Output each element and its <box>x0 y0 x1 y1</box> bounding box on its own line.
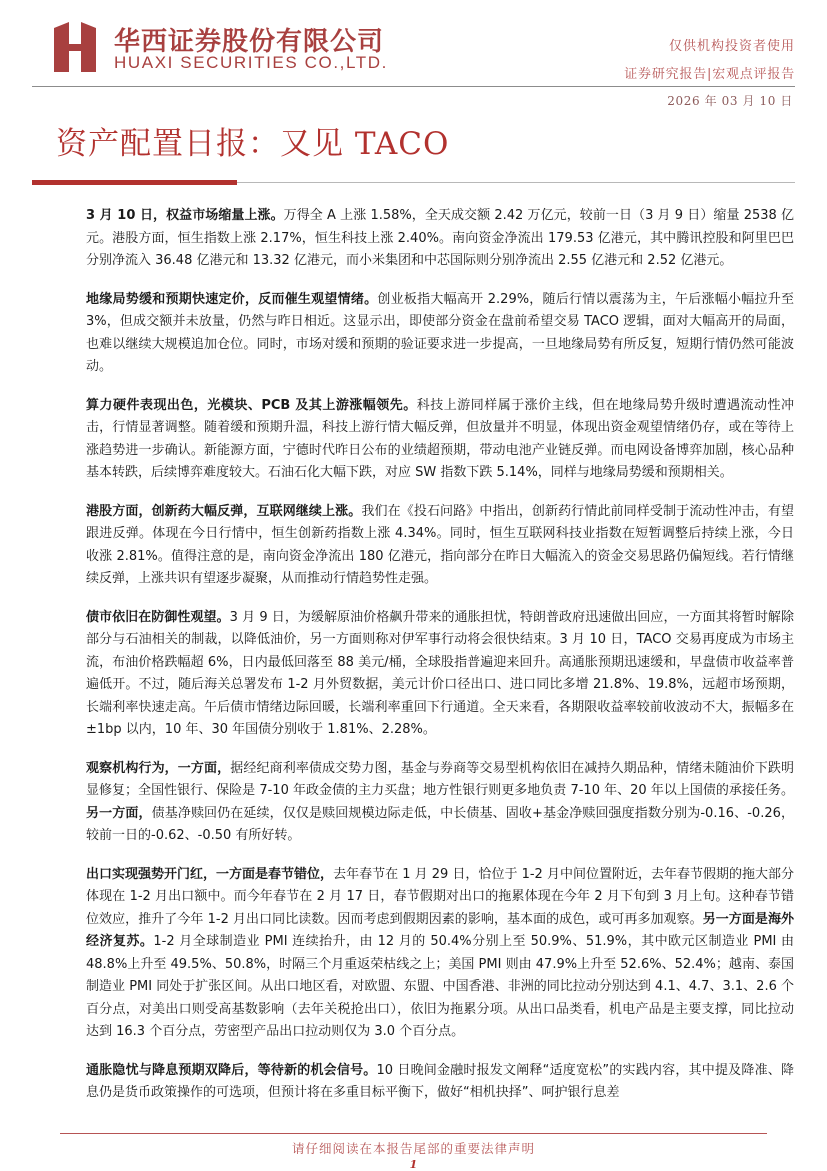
audience-notice: 仅供机构投资者使用 <box>668 39 795 54</box>
paragraph-geopolitics <box>86 289 794 379</box>
paragraph-lead: 债市依旧在防御性观望。 <box>86 609 230 625</box>
paragraph-text: 去年春节在 1 月 29 日，恰位于 1-2 月中间位置附近，去年春节假期的拖大部分体现在 1-2 月出口额中。而今年春节在 2 月 17 日，春节假期对出口的拖累体现在今年 2 月下旬到 3 月上旬。这种春节错位效应，推升了今年 1-2 月出口同比读数。因而考虑到假期因素的影响，基本面的成色，或可再多加观察。 <box>86 866 794 927</box>
paragraph-text: 创业板指大幅高开 2.29%，随后行情以震荡为主，午后涨幅小幅拉升至 3%，但成交额并未放量，仍然与昨日相近。这显示出，即使部分资金在盘前希望交易 TACO 逻辑，面对大幅高开的局面，也难以继续大规模追加仓位。同时，市场对缓和预期的验证要求进一步提高，一旦地缘局势有所反复，短期行情仍然可能波动。 <box>86 291 794 374</box>
paragraph-text-secondary: 债基净赎回仍在延续，仅仅是赎回规模边际走低，中长债基、固收+基金净赎回强度指数分别为-0.16、-0.26，较前一日的-0.62、-0.50 有所好转。 <box>86 805 794 843</box>
company-name-cn: 华西证券股份有限公司 <box>114 27 385 57</box>
paragraph-text-secondary: 1-2 月全球制造业 PMI 连续抬升，由 12 月的 50.4%分别上至 50.9%、51.9%，其中欧元区制造业 PMI 由 48.8%上升至 49.5%、50.8%，时隔三个月重返荣枯线之上；美国 PMI 则由 47.9%上升至 52.6%、52.4%；越南、泰国制造业 PMI 同处于扩张区间。从出口地区看，对欧盟、东盟、中国香港、非洲的同比拉动分别达到 4.1、4.7、3.1、2.6 个百分点，对美出口则受高基数影响（去年关税抢出口），依旧为拖累分项。从出口品类看，机电产品是主要支撑，同比拉动达到 16.3 个百分点，劳密型产品出口拉动则仅为 3.0 个百分点。 <box>86 934 794 1039</box>
paragraph-bond-market <box>86 607 794 742</box>
paragraph-text: 我们在《投石问路》中指出，创新药行情此前同样受制于流动性冲击，有望跟进反弹。体现在今日行情中，恒生创新药指数上涨 4.34%。同时，恒生互联网科技业指数在短暂调整后持续上涨，今日收涨 2.81%。值得注意的是，南向资金净流出 180 亿港元，指向部分在昨日大幅流入的资金交易思路仍偏短线。若行情继续反弹，上涨共识有望逐步凝聚，从而推动行情趋势性走强。 <box>86 503 794 586</box>
paragraph-text: 万得全 A 上涨 1.58%，全天成交额 2.42 万亿元，较前一日（3 月 9 日）缩量 2538 亿元。港股方面，恒生指数上涨 2.17%，恒生科技上涨 2.40%。南向资金净流出 179.53 亿港元，其中腾讯控股和阿里巴巴分别净流入 36.48 亿港元和 13.32 亿港元，而小米集团和中芯国际则分别净流出 2.55 亿港元和 2.52 亿港元。 <box>86 208 794 268</box>
page-number: 1 <box>409 1158 418 1171</box>
paragraph-equity-market <box>86 205 794 273</box>
paragraph-exports <box>86 864 794 1044</box>
header-divider <box>32 86 795 87</box>
report-title: 资产配置日报：又见 TACO <box>56 126 450 162</box>
footer-divider <box>60 1133 767 1134</box>
paragraph-lead: 3 月 10 日，权益市场缩量上涨。 <box>86 208 284 223</box>
legal-disclaimer: 请仔细阅读在本报告尾部的重要法律声明 <box>291 1141 535 1156</box>
paragraph-lead: 港股方面，创新药大幅反弹，互联网继续上涨。 <box>86 503 362 519</box>
paragraph-text: 3 月 9 日，为缓解原油价格飙升带来的通胀担忧，特朗普政府迅速做出回应，一方面其将暂时解除部分与石油相关的制裁，以降低油价，另一方面则称对伊军事行动将会很快结束。3 月 10 日，TACO 交易再度成为市场主流，布油价格跌幅超 6%，日内最低回落至 88 美元/桶，全球股指普遍迎来回升。高通胀预期迅速缓和，早盘债市收益率普遍低开。不过，随后海关总署发布 1-2 月外贸数据，美元计价口径出口、进口同比多增 21.8%、19.8%，远超市场预期，长端利率快速走高。午后债市情绪边际回暖，长端利率重回下行通道。全天来看，各期限收益率较前收波动不大，振幅多在±1bp 以内，10 年、30 年国债分别收于 1.81%、2.28%。 <box>86 609 794 737</box>
title-divider <box>237 182 795 183</box>
paragraph-hk-stocks <box>86 501 794 591</box>
paragraph-lead: 算力硬件表现出色，光模块、PCB 及其上游涨幅领先。 <box>86 397 417 413</box>
paragraph-lead: 观察机构行为，一方面， <box>86 760 231 776</box>
title-accent-bar <box>32 180 237 185</box>
paragraph-lead: 通胀隐忧与降息预期双降后，等待新的机会信号。 <box>86 1062 377 1078</box>
paragraph-lead: 出口实现强势开门红，一方面是春节错位， <box>86 866 334 882</box>
paragraph-lead-secondary: 另一方面， <box>86 805 152 821</box>
report-date: 2026 年 03 月 10 日 <box>667 94 793 108</box>
paragraph-text: 科技上游同样属于涨价主线，但在地缘局势升级时遭遇流动性冲击，行情显著调整。随着缓和预期升温，科技上游行情大幅反弹，但放量并不明显，体现出资金观望情绪仍存，或在等待上涨趋势进一步确认。新能源方面，宁德时代昨日公布的业绩超预期，带动电池产业链反弹。而电网设备博弈加剧，核心品种基本转跌，后续博弈难度较大。石油石化大幅下跌，对应 SW 指数下跌 5.14%，同样与地缘局势缓和预期相关。 <box>86 397 794 480</box>
paragraph-monetary-policy <box>86 1060 794 1105</box>
company-name-en: HUAXI SECURITIES CO.,LTD. <box>114 53 388 72</box>
paragraph-institution-behavior <box>86 758 794 848</box>
paragraph-lead-secondary: 另一方面是海外经济复苏。 <box>86 911 794 949</box>
paragraph-text: 据经纪商利率债成交势力图，基金与券商等交易型机构依旧在减持久期品种，情绪未随油价下跌明显修复；全国性银行、保险是 7-10 年政金债的主力买盘；地方性银行则更多地负责 7-10 年、20 年以上国债的承接任务。 <box>86 760 794 798</box>
huaxi-logo-icon <box>50 22 100 72</box>
report-body <box>86 205 794 1121</box>
paragraph-computing-hardware <box>86 395 794 485</box>
paragraph-lead: 地缘局势缓和预期快速定价，反而催生观望情绪。 <box>86 291 378 307</box>
paragraph-text: 10 日晚间金融时报发文阐释“适度宽松”的实践内容，其中提及降准、降息仍是货币政策操作的可选项，但预计将在多重目标平衡下，做好“相机抉择”、呵护银行息差 <box>86 1062 794 1100</box>
report-type: 证券研究报告|宏观点评报告 <box>624 67 795 82</box>
